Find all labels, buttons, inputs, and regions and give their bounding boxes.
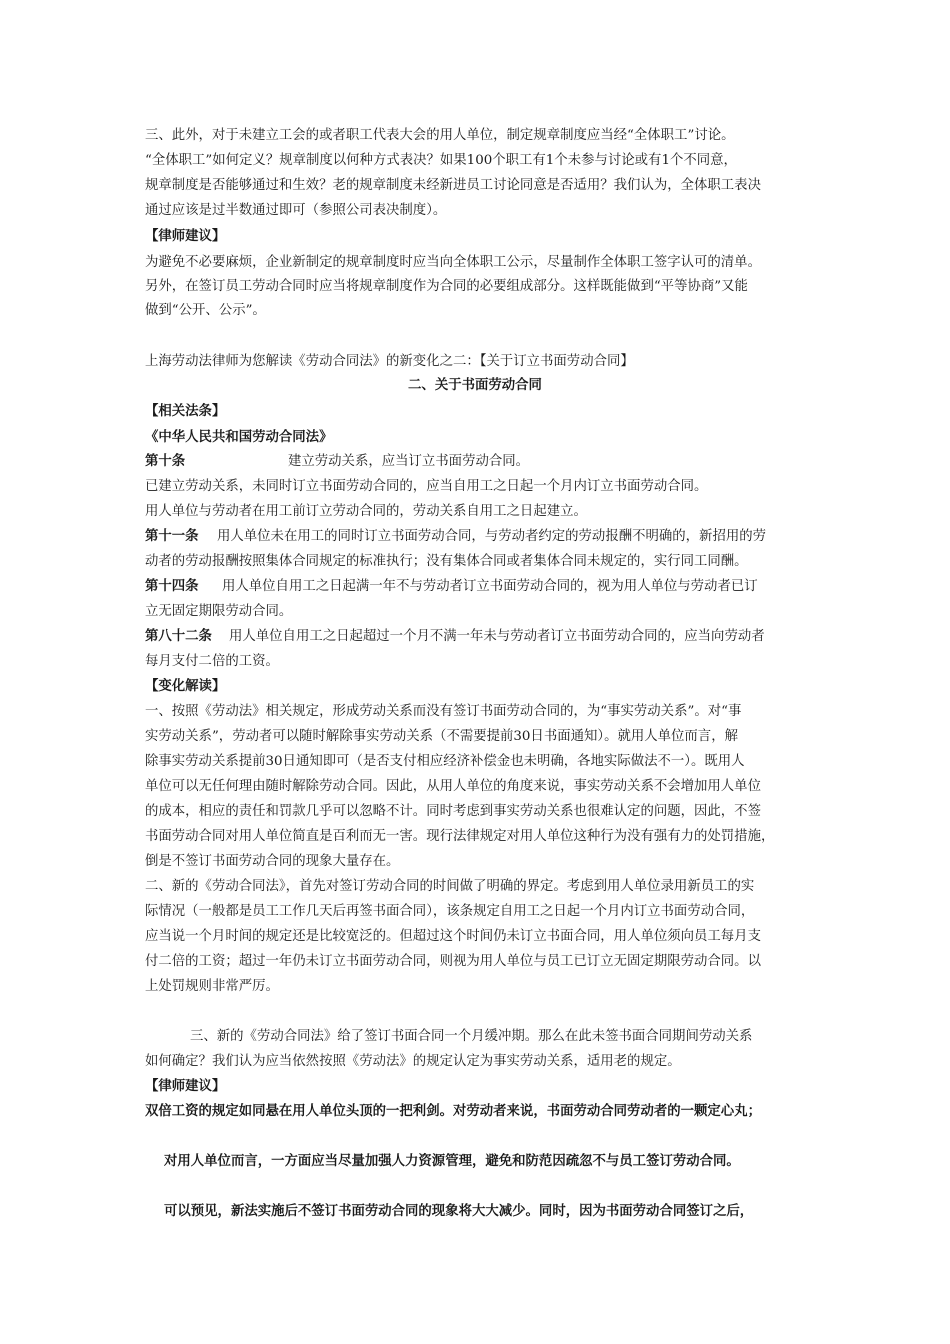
article-82 — [145, 628, 765, 646]
lawyer-advice-heading-1: 【律师建议】 — [145, 229, 226, 244]
article-10-text: 建立劳动关系，应当订立书面劳动合同。 — [288, 454, 530, 469]
change-two-line-1: 二、新的《劳动合同法》，首先对签订劳动合同的时间做了明确的界定。考虑到用人单位录用新员工的实 — [145, 879, 755, 894]
advice1-line-3: 做到“公开、公示”。 — [145, 303, 266, 318]
para3-line-4: 通过应该是过半数通过即可（参照公司表决制度）。 — [145, 203, 447, 218]
article-14-text: 用人单位自用工之日起满一年不与劳动者订立书面劳动合同的，视为用人单位与劳动者已订 — [222, 579, 758, 594]
advice2-line-1: 双倍工资的规定如同悬在用人单位头顶的一把利剑。对劳动者来说，书面劳动合同劳动者的一颗定心丸； — [145, 1104, 761, 1119]
change-three-line-1: 三、新的《劳动合同法》给了签订书面合同一个月缓冲期。那么在此未签书面合同期间劳动关系 — [190, 1029, 753, 1044]
article-14-label: 第十四条 — [145, 579, 199, 594]
article-82-text: 用人单位自用工之日起超过一个月不满一年未与劳动者订立书面劳动合同的，应当向劳动者 — [229, 629, 765, 644]
article-10-line-3: 用人单位与劳动者在用工前订立劳动合同的，劳动关系自用工之日起建立。 — [145, 504, 587, 519]
advice1-line-2: 另外，在签订员工劳动合同时应当将规章制度作为合同的必要组成部分。这样既能做到“平等协商”又能 — [145, 279, 748, 294]
law-name: 《中华人民共和国劳动合同法》 — [145, 430, 333, 445]
para3-line-2: “全体职工”如何定义？规章制度以何种方式表决？如果100个职工有1个未参与讨论或有1个不同意， — [145, 153, 737, 168]
lawyer-advice-heading-2: 【律师建议】 — [145, 1079, 226, 1094]
article-14 — [145, 578, 758, 596]
change-one-line-3: 除事实劳动关系提前30日通知即可（是否支付相应经济补偿金也未明确，各地实际做法不一）。既用人 — [145, 754, 745, 769]
change-one-line-4: 单位可以无任何理由随时解除劳动合同。因此，从用人单位的角度来说，事实劳动关系不会增加用人单位 — [145, 779, 761, 794]
change-two-line-2: 际情况（一般都是员工工作几天后再签书面合同），该条规定自用工之日起一个月内订立书面劳动合同， — [145, 904, 755, 919]
article-11-text: 用人单位未在用工的同时订立书面劳动合同，与劳动者约定的劳动报酬不明确的，新招用的劳 — [217, 529, 767, 544]
article-10-line-2: 已建立劳动关系，未同时订立书面劳动合同的，应当自用工之日起一个月内订立书面劳动合同。 — [145, 479, 708, 494]
change-one-line-5: 的成本，相应的责任和罚款几乎可以忽略不计。同时考虑到事实劳动关系也很难认定的问题，因此，不签 — [145, 804, 761, 819]
change-one-line-2: 实劳动关系”，劳动者可以随时解除事实劳动关系（不需要提前30日书面通知）。就用人单位而言，解 — [145, 729, 738, 744]
article-11-label: 第十一条 — [145, 529, 199, 544]
advice1-line-1: 为避免不必要麻烦，企业新制定的规章制度时应当向全体职工公示，尽量制作全体职工签字认可的清单。 — [145, 255, 761, 270]
article-11-line-2: 动者的劳动报酬按照集体合同规定的标准执行；没有集体合同或者集体合同未规定的，实行同工同酬。 — [145, 554, 748, 569]
section-two-title: 二、关于书面劳动合同 — [408, 378, 542, 393]
change-one-line-1: 一、按照《劳动法》相关规定，形成劳动关系而没有签订书面劳动合同的，为“事实劳动关系”。对“事 — [145, 704, 742, 719]
para3-line-3: 规章制度是否能够通过和生效？老的规章制度未经新进员工讨论同意是否适用？我们认为，全体职工表决 — [145, 178, 761, 193]
article-11 — [145, 528, 767, 546]
change-two-line-3: 应当说一个月时间的规定还是比较宽泛的。但超过这个时间仍未订立书面合同，用人单位须向员工每月支 — [145, 929, 761, 944]
advice2-line-2: 对用人单位而言，一方面应当尽量加强人力资源管理，避免和防范因疏忽不与员工签订劳动合同。 — [164, 1154, 740, 1169]
article-82-label: 第八十二条 — [145, 629, 212, 644]
change-two-line-5: 上处罚规则非常严厉。 — [145, 979, 279, 994]
change-two-line-4: 付二倍的工资；超过一年仍未订立书面劳动合同，则视为用人单位与员工已订立无固定期限劳动合同。以 — [145, 954, 761, 969]
article-10-label: 第十条 — [145, 454, 186, 469]
change-one-line-7: 倒是不签订书面劳动合同的现象大量存在。 — [145, 854, 400, 869]
section-two-intro: 上海劳动法律师为您解读《劳动合同法》的新变化之二：【关于订立书面劳动合同】 — [145, 354, 634, 369]
related-law-heading: 【相关法条】 — [145, 404, 226, 419]
change-three-line-2: 如何确定？我们认为应当依然按照《劳动法》的规定认定为事实劳动关系，适用老的规定。 — [145, 1054, 681, 1069]
article-14-line-2: 立无固定期限劳动合同。 — [145, 604, 293, 619]
advice2-line-3: 可以预见，新法实施后不签订书面劳动合同的现象将大大减少。同时，因为书面劳动合同签订之后， — [164, 1204, 754, 1219]
article-82-line-2: 每月支付二倍的工资。 — [145, 654, 279, 669]
change-interpretation-heading: 【变化解读】 — [145, 679, 226, 694]
change-one-line-6: 书面劳动合同对用人单位简直是百利而无一害。现行法律规定对用人单位这种行为没有强有力的处罚措施， — [145, 829, 775, 844]
article-10 — [145, 453, 530, 471]
para3-line-1: 三、此外，对于未建立工会的或者职工代表大会的用人单位，制定规章制度应当经“全体职工”讨论。 — [145, 128, 735, 143]
